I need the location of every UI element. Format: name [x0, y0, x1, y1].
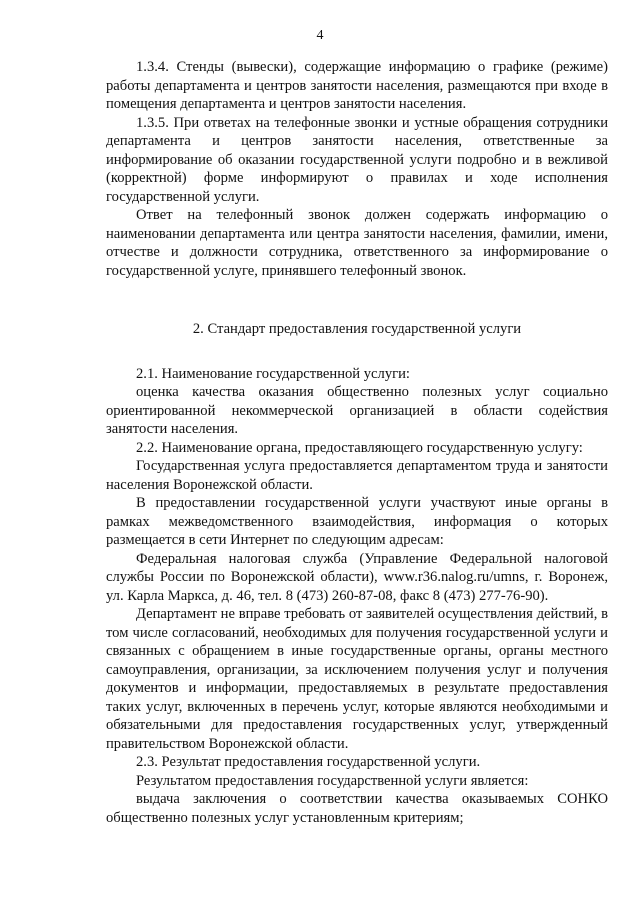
section-2-heading: 2. Стандарт предоставления государственной услуги — [192, 321, 522, 337]
paragraph-result-item: выдача заключения о соответствии качества оказываемых СОНКО общественно полезных услуг установленным критериям; — [106, 791, 608, 826]
paragraph-1-3-4: 1.3.4. Стенды (вывески), содержащие информацию о графике (режиме) работы департамента и центров занятости населения, размещаются при входе в помещения департамента и центров занятости населения. — [106, 59, 608, 112]
paragraph-phone-answer: Ответ на телефонный звонок должен содержать информацию о наименовании департамента или центра занятости населения, фамилии, имени, отчестве и должности сотрудника, ответственного за информирование о государственной услуге, принявшего телефонный звонок. — [106, 207, 608, 279]
paragraph-2-1-text: оценка качества оказания общественно полезных услуг социально ориентированной некоммерческой организацией в области содействия занятости населения. — [106, 384, 608, 437]
paragraph-1-3-5: 1.3.5. При ответах на телефонные звонки и устные обращения сотрудники департамента и центров занятости населения, ответственные за информирование об оказании государственной услуги подробно и в вежливой (корректной) форме информируют о правилах и ходе исполнения государственной услуги. — [106, 114, 608, 205]
page-number: 4 — [316, 28, 324, 43]
page-content — [106, 58, 608, 827]
section-spacer — [106, 280, 608, 320]
paragraph-department-restrictions: Департамент не вправе требовать от заявителей осуществления действий, в том числе согласований, необходимых для получения государственной услуги и связанных с обращением в иные государственные органы, органы местного самоуправления, организации, за исключением получения услуг и получения документов и информации, предоставляемых в результате предоставления таких услуг, включенных в перечень услуг, которые являются необходимыми и обязательными для предоставления государственных услуг, утвержденный правительством Воронежской области. — [106, 606, 608, 752]
paragraph-tax-service: Федеральная налоговая служба (Управление Федеральной налоговой службы России по Воронежской области), www.r36.nalog.ru/umns, г. Воронеж, ул. Карла Маркса, д. 46, тел. 8 (473) 260-87-08, факс 8 (473) 277-76-90). — [106, 550, 608, 604]
heading-spacer — [106, 339, 608, 365]
paragraph-2-2-title: 2.2. Наименование органа, предоставляющего государственную услугу: — [136, 439, 583, 456]
paragraph-interagency: В предоставлении государственной услуги участвуют иные органы в рамках межведомственного взаимодействия, информация о которых размещается в сети Интернет по следующим адресам: — [106, 495, 608, 548]
paragraph-result-intro: Результатом предоставления государственной услуги является: — [136, 772, 529, 789]
paragraph-2-3-title: 2.3. Результат предоставления государственной услуги. — [136, 754, 481, 770]
paragraph-2-2-text: Государственная услуга предоставляется департаментом труда и занятости населения Воронежской области. — [106, 458, 608, 493]
paragraph-2-1-title: 2.1. Наименование государственной услуги: — [136, 365, 410, 382]
